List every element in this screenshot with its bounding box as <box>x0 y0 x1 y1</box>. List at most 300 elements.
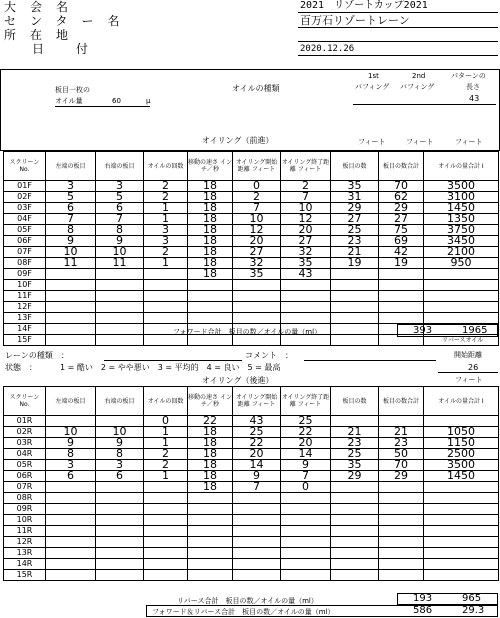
reverse-section-title: オイリング（後進） <box>202 376 274 385</box>
table-cell: 35 <box>281 258 331 269</box>
table-cell: 69 <box>379 236 424 247</box>
table-cell <box>424 570 499 581</box>
table-cell: 1 <box>144 471 188 482</box>
table-cell: 8 <box>46 449 96 460</box>
table-cell: 3 <box>144 225 188 236</box>
table-cell <box>424 504 499 515</box>
table-cell <box>96 280 144 291</box>
table-cell: 9 <box>233 471 281 482</box>
table-cell <box>188 291 233 302</box>
table-cell: 25 <box>233 427 281 438</box>
table-row <box>4 269 499 280</box>
table-cell: 1 <box>144 203 188 214</box>
forward-total-boards: 393 <box>413 325 433 336</box>
table-cell <box>46 313 96 324</box>
lane-type-label: レーンの種類 ： <box>5 351 69 360</box>
table-cell: 32 <box>233 258 281 269</box>
table-cell <box>331 416 379 427</box>
table-cell: 75 <box>379 225 424 236</box>
table-cell: 2 <box>144 247 188 258</box>
table-cell <box>281 280 331 291</box>
table-cell <box>46 269 96 280</box>
table-cell <box>46 504 96 515</box>
table-cell <box>233 302 281 313</box>
table-cell <box>379 280 424 291</box>
table-cell <box>281 548 331 559</box>
table-cell <box>96 559 144 570</box>
table-cell: 6 <box>46 203 96 214</box>
table-cell <box>424 280 499 291</box>
table-cell: 70 <box>379 460 424 471</box>
screen-number-cell: 04R <box>4 449 46 460</box>
table-cell <box>379 416 424 427</box>
table-cell: 18 <box>188 247 233 258</box>
table-cell: 23 <box>331 236 379 247</box>
buff1-label-b: バフィング <box>355 83 390 91</box>
table-cell <box>281 291 331 302</box>
table-row <box>4 493 499 504</box>
table-cell <box>331 335 379 346</box>
buff2-feet-unit: フィート <box>406 138 434 146</box>
event-name-value: 2021 リゾートカップ2021 <box>300 0 428 11</box>
table-cell: 12 <box>233 225 281 236</box>
table-cell: 27 <box>233 247 281 258</box>
state-options: 1 = 酷い 2 = やや悪い 3 = 平均的 4 = 良い 5 = 最高 <box>60 363 281 372</box>
table-cell: 3 <box>46 181 96 192</box>
column-header: スクリーン No. <box>4 152 46 181</box>
table-row <box>4 302 499 313</box>
table-cell: 2100 <box>424 247 499 258</box>
table-cell: 29 <box>331 203 379 214</box>
start-distance-unit: フィート <box>455 376 483 384</box>
column-header: オイリング開始距離 フィート <box>233 152 281 181</box>
table-cell: 2 <box>144 192 188 203</box>
table-cell: 62 <box>379 192 424 203</box>
table-cell: 7 <box>96 214 144 225</box>
table-cell: 23 <box>331 438 379 449</box>
table-cell: 2 <box>144 181 188 192</box>
table-cell: 42 <box>379 247 424 258</box>
table-row <box>4 460 499 471</box>
table-cell <box>233 493 281 504</box>
grand-total-label: フォワード＆リバース合計 板目の数／オイルの量（ml） <box>152 608 335 616</box>
table-row <box>4 482 499 493</box>
table-cell <box>281 570 331 581</box>
table-cell: 10 <box>233 214 281 225</box>
table-cell: 3 <box>144 236 188 247</box>
center-name-value: 百万石リゾートレーン <box>300 14 410 27</box>
table-cell: 3 <box>96 181 144 192</box>
table-cell <box>379 537 424 548</box>
table-row <box>4 570 499 581</box>
table-cell: 18 <box>188 427 233 438</box>
screen-number-cell: 08R <box>4 493 46 504</box>
table-cell: 12 <box>281 214 331 225</box>
buff1-label-a: 1st <box>368 72 379 80</box>
table-cell: 25 <box>331 225 379 236</box>
column-header: 板目の数 <box>331 387 379 416</box>
table-cell: 29 <box>379 471 424 482</box>
table-cell <box>331 280 379 291</box>
table-cell <box>233 570 281 581</box>
table-cell <box>331 302 379 313</box>
table-row <box>4 515 499 526</box>
table-cell <box>331 537 379 548</box>
table-row <box>4 280 499 291</box>
screen-number-cell: 09R <box>4 504 46 515</box>
table-cell: 25 <box>281 416 331 427</box>
table-cell: 10 <box>46 247 96 258</box>
table-cell <box>424 302 499 313</box>
table-row <box>4 225 499 236</box>
buff2-label-a: 2nd <box>412 72 426 80</box>
table-cell <box>379 570 424 581</box>
table-cell: 7 <box>281 192 331 203</box>
table-cell <box>331 526 379 537</box>
pattern-label-a: パターンの <box>451 72 486 80</box>
table-cell <box>424 482 499 493</box>
table-cell: 31 <box>331 192 379 203</box>
table-cell <box>331 313 379 324</box>
table-cell <box>281 504 331 515</box>
table-cell <box>96 482 144 493</box>
table-cell <box>46 324 96 335</box>
screen-number-cell: 13F <box>4 313 46 324</box>
column-header: 右端の板目 <box>96 152 144 181</box>
table-cell: 14 <box>233 460 281 471</box>
table-cell <box>96 548 144 559</box>
table-cell: 3 <box>46 460 96 471</box>
table-cell: 1 <box>144 258 188 269</box>
table-cell <box>96 526 144 537</box>
table-cell: 20 <box>233 236 281 247</box>
table-cell <box>188 302 233 313</box>
table-cell: 19 <box>379 258 424 269</box>
screen-number-cell: 14F <box>4 324 46 335</box>
table-cell <box>379 548 424 559</box>
grand-total-boards: 586 <box>413 605 433 616</box>
table-cell <box>144 291 188 302</box>
screen-number-cell: 02R <box>4 427 46 438</box>
screen-number-cell: 12F <box>4 302 46 313</box>
screen-number-cell: 03F <box>4 203 46 214</box>
label-event-name: 大会名 <box>4 0 83 14</box>
label-center-name: センター名 <box>4 14 134 28</box>
table-cell: 27 <box>331 214 379 225</box>
column-header: オイルの回数 <box>144 152 188 181</box>
start-distance-label: 開始距離 <box>454 351 482 359</box>
table-cell <box>331 493 379 504</box>
table-cell <box>424 493 499 504</box>
reverse-total-label: リバース合計 板目の数／オイルの量（ml） <box>177 597 318 605</box>
table-cell <box>188 313 233 324</box>
table-cell: 35 <box>233 269 281 280</box>
table-cell: 21 <box>331 247 379 258</box>
table-cell: 18 <box>188 471 233 482</box>
table-cell <box>96 537 144 548</box>
table-cell: 27 <box>379 214 424 225</box>
table-cell: 22 <box>233 438 281 449</box>
column-header: オイルの量合計 I <box>424 152 499 181</box>
table-cell <box>144 526 188 537</box>
screen-number-cell: 02F <box>4 192 46 203</box>
table-cell <box>233 548 281 559</box>
table-cell <box>331 482 379 493</box>
table-cell <box>188 537 233 548</box>
table-cell <box>46 302 96 313</box>
table-cell: 18 <box>188 203 233 214</box>
table-cell <box>46 280 96 291</box>
table-row <box>4 416 499 427</box>
table-cell: 2 <box>144 449 188 460</box>
table-cell <box>281 537 331 548</box>
table-row <box>4 258 499 269</box>
table-cell <box>233 280 281 291</box>
table-cell: 3500 <box>424 460 499 471</box>
table-cell <box>144 537 188 548</box>
table-row <box>4 537 499 548</box>
table-cell <box>46 493 96 504</box>
table-cell <box>331 548 379 559</box>
table-cell: 22 <box>188 416 233 427</box>
table-cell <box>96 291 144 302</box>
buff1-feet-unit: フィート <box>358 138 386 146</box>
table-cell <box>331 291 379 302</box>
table-cell: 1050 <box>424 427 499 438</box>
table-cell: 20 <box>233 449 281 460</box>
screen-number-cell: 07R <box>4 482 46 493</box>
column-header: 板目の数合計 <box>379 152 424 181</box>
screen-number-cell: 07F <box>4 247 46 258</box>
table-cell: 9 <box>96 236 144 247</box>
buff2-label-b: バフィング <box>400 83 435 91</box>
table-cell <box>188 548 233 559</box>
table-cell <box>144 269 188 280</box>
table-cell <box>233 291 281 302</box>
column-header: 左端の板目 <box>46 152 96 181</box>
screen-number-cell: 01F <box>4 181 46 192</box>
table-row <box>4 214 499 225</box>
pattern-length-value: 43 <box>469 94 480 103</box>
table-cell <box>233 313 281 324</box>
screen-number-cell: 12R <box>4 537 46 548</box>
table-cell: 20 <box>281 438 331 449</box>
table-cell: 5 <box>96 192 144 203</box>
table-cell: 6 <box>96 471 144 482</box>
table-row <box>4 181 499 192</box>
table-cell <box>424 559 499 570</box>
table-cell <box>424 313 499 324</box>
table-cell: 50 <box>379 449 424 460</box>
table-cell <box>46 526 96 537</box>
table-cell <box>424 269 499 280</box>
table-cell: 35 <box>331 181 379 192</box>
forward-oiling-table <box>3 151 499 346</box>
table-cell: 9 <box>96 438 144 449</box>
table-cell: 3750 <box>424 225 499 236</box>
column-header: オイリング終了距離 フィート <box>281 387 331 416</box>
table-cell <box>46 416 96 427</box>
table-cell: 1450 <box>424 203 499 214</box>
table-cell: 0 <box>233 181 281 192</box>
table-cell: 35 <box>331 460 379 471</box>
table-cell <box>46 537 96 548</box>
table-cell <box>424 537 499 548</box>
table-cell <box>281 526 331 537</box>
table-row <box>4 438 499 449</box>
table-row <box>4 471 499 482</box>
table-cell: 7 <box>233 203 281 214</box>
state-label: 状態 ： <box>5 363 37 372</box>
column-header: 移動の速さ インチ／秒 <box>188 387 233 416</box>
table-cell <box>144 570 188 581</box>
table-cell <box>331 324 379 335</box>
reverse-oiling-table <box>3 386 499 581</box>
table-cell <box>331 515 379 526</box>
table-cell <box>188 526 233 537</box>
table-cell: 29 <box>331 471 379 482</box>
table-cell <box>96 570 144 581</box>
table-cell <box>144 313 188 324</box>
table-cell <box>144 482 188 493</box>
forward-total-label: フォワード合計 板目の数／オイルの量（ml） <box>173 328 322 336</box>
table-row <box>4 247 499 258</box>
table-cell: 29 <box>379 203 424 214</box>
table-cell: 3 <box>96 460 144 471</box>
table-cell: 6 <box>96 203 144 214</box>
screen-number-cell: 05F <box>4 225 46 236</box>
table-cell: 8 <box>96 225 144 236</box>
pattern-feet-unit: フィート <box>455 138 483 146</box>
table-row <box>4 504 499 515</box>
table-row <box>4 203 499 214</box>
table-row <box>4 236 499 247</box>
table-cell <box>96 504 144 515</box>
table-cell <box>331 504 379 515</box>
table-cell <box>96 313 144 324</box>
column-header: 右端の板目 <box>96 387 144 416</box>
table-cell: 8 <box>96 449 144 460</box>
table-cell: 18 <box>188 269 233 280</box>
table-cell <box>379 313 424 324</box>
table-cell <box>144 280 188 291</box>
table-cell <box>188 570 233 581</box>
screen-number-cell: 09F <box>4 269 46 280</box>
column-header: オイルの回数 <box>144 387 188 416</box>
oil-amount-unit: μ <box>146 97 151 105</box>
column-header: スクリーン No. <box>4 387 46 416</box>
table-cell: 18 <box>188 236 233 247</box>
table-cell <box>46 548 96 559</box>
table-cell <box>188 504 233 515</box>
column-header: 板目の数合計 <box>379 387 424 416</box>
column-header: オイリング開始距離 フィート <box>233 387 281 416</box>
label-location: 所在地 <box>4 28 83 42</box>
table-cell: 18 <box>188 181 233 192</box>
label-date: 日付 <box>32 42 121 56</box>
table-row <box>4 427 499 438</box>
screen-number-cell: 15F <box>4 335 46 346</box>
grand-total-oil: 29.3 <box>462 605 485 616</box>
table-cell: 5 <box>46 192 96 203</box>
table-cell: 43 <box>233 416 281 427</box>
table-cell: 21 <box>379 427 424 438</box>
oil-type-label: オイルの種類 <box>232 84 280 93</box>
table-cell: 18 <box>188 192 233 203</box>
column-header: 板目の数 <box>331 152 379 181</box>
table-cell: 7 <box>233 482 281 493</box>
table-cell: 22 <box>281 427 331 438</box>
table-cell: 9 <box>281 460 331 471</box>
table-cell: 32 <box>281 247 331 258</box>
pattern-label-b: 長さ <box>466 83 480 91</box>
table-cell <box>188 493 233 504</box>
screen-number-cell: 13R <box>4 548 46 559</box>
date-value: 2020.12.26 <box>300 44 355 54</box>
table-row <box>4 449 499 460</box>
column-header: オイリング終了距離 フィート <box>281 152 331 181</box>
table-cell <box>233 504 281 515</box>
table-cell <box>144 504 188 515</box>
table-cell <box>233 537 281 548</box>
table-cell <box>233 559 281 570</box>
table-cell: 25 <box>331 449 379 460</box>
table-cell <box>379 291 424 302</box>
table-cell <box>96 416 144 427</box>
table-cell <box>46 559 96 570</box>
table-cell: 950 <box>424 258 499 269</box>
table-cell <box>379 302 424 313</box>
table-cell: 11 <box>46 258 96 269</box>
screen-number-cell: 11F <box>4 291 46 302</box>
table-cell <box>46 570 96 581</box>
table-cell <box>379 515 424 526</box>
table-cell: 18 <box>188 258 233 269</box>
table-cell <box>281 559 331 570</box>
table-cell: 10 <box>96 427 144 438</box>
table-cell <box>96 515 144 526</box>
table-cell: 70 <box>379 181 424 192</box>
table-cell: 10 <box>46 427 96 438</box>
comment-label: コメント ： <box>245 351 293 360</box>
table-cell: 20 <box>281 225 331 236</box>
table-cell: 11 <box>96 258 144 269</box>
table-cell <box>96 269 144 280</box>
table-cell: 1450 <box>424 471 499 482</box>
table-cell <box>144 559 188 570</box>
table-cell <box>424 515 499 526</box>
table-cell <box>379 526 424 537</box>
table-cell: 2 <box>233 192 281 203</box>
reverse-oil-label: リバースオイル <box>442 337 484 344</box>
table-cell <box>96 493 144 504</box>
screen-number-cell: 15R <box>4 570 46 581</box>
table-cell <box>188 515 233 526</box>
table-cell: 10 <box>281 203 331 214</box>
table-cell: 21 <box>331 427 379 438</box>
table-cell: 1350 <box>424 214 499 225</box>
column-header: オイルの量合計 I <box>424 387 499 416</box>
table-cell <box>144 515 188 526</box>
screen-number-cell: 03R <box>4 438 46 449</box>
table-cell <box>46 515 96 526</box>
table-cell <box>379 269 424 280</box>
table-cell <box>281 515 331 526</box>
table-cell <box>424 526 499 537</box>
table-cell <box>379 559 424 570</box>
table-cell <box>144 302 188 313</box>
forward-section-title: オイリング（前進） <box>202 136 274 145</box>
